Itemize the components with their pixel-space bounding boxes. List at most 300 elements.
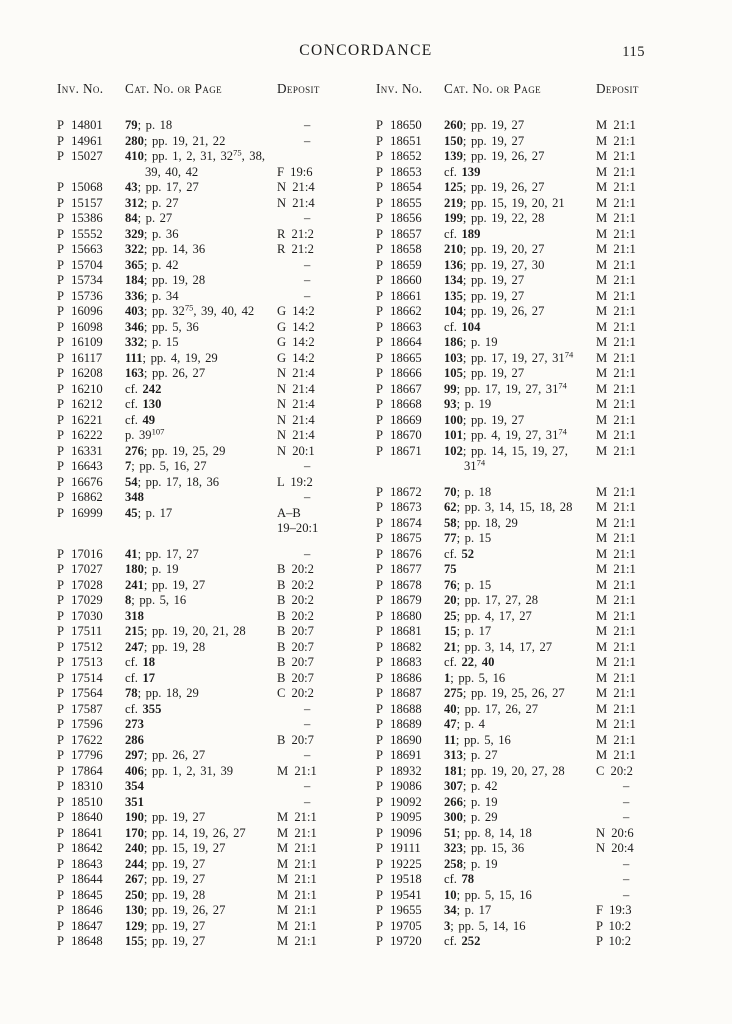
cat-no-cell [125, 180, 277, 196]
inv-no-cell: P 18657 [376, 226, 422, 241]
deposit-line: – [304, 288, 311, 303]
deposit-line: M 21:1 [596, 655, 636, 669]
deposit-cell [277, 795, 341, 811]
deposit-cell [277, 196, 341, 212]
inv-no-cell: P 15734 [57, 273, 103, 287]
cat-no-line: 58; pp. 18, 29 [444, 515, 518, 530]
deposit-line: – [623, 887, 630, 902]
cat-no-cell [125, 733, 277, 749]
cat-no-cell [444, 655, 596, 671]
deposit-line: B 20:7 [277, 732, 314, 747]
cat-no-line: 136; pp. 19, 27, 30 [444, 257, 545, 272]
cat-no-line: 312; p. 27 [125, 195, 179, 210]
cat-no-line: 346; pp. 5, 36 [125, 319, 199, 334]
inv-no-cell: P 18679 [376, 593, 422, 607]
cat-no-line: 93; p. 19 [444, 397, 492, 411]
inv-no-cell: P 19086 [376, 779, 422, 793]
deposit-line: M 21:1 [596, 748, 636, 762]
inv-no-cell: P 19720 [376, 934, 422, 948]
deposit-line: M 21:1 [596, 639, 636, 654]
cat-no-cell [125, 397, 277, 413]
cat-no-line: 336; p. 34 [125, 288, 179, 303]
cat-no-line: 244; pp. 19, 27 [125, 856, 206, 871]
deposit-line: – [623, 779, 630, 793]
table-row [376, 444, 664, 475]
column-header-deposit: Deposit [596, 81, 639, 96]
cat-no-line: 241; pp. 19, 27 [125, 577, 206, 592]
cat-no-line: 297; pp. 26, 27 [125, 748, 206, 762]
table-row [57, 702, 345, 718]
cat-no-line: 273 [125, 717, 144, 731]
inv-no-cell: P 18670 [376, 428, 422, 442]
inv-no-cell: P 16096 [57, 304, 103, 318]
deposit-line: M 21:1 [277, 903, 317, 917]
cat-no-cell [125, 304, 277, 320]
table-row [376, 640, 664, 656]
table-row [376, 258, 664, 274]
cat-no-cell [444, 165, 596, 181]
cat-no-line: cf. 104 [444, 319, 481, 334]
inv-no-cell: P 18660 [376, 273, 422, 287]
deposit-line: N 20:6 [596, 825, 634, 840]
table-row [57, 459, 345, 475]
deposit-line: – [623, 794, 630, 809]
deposit-cell [596, 919, 660, 935]
cat-no-line: 75 [444, 562, 457, 576]
cat-no-line: 307; p. 42 [444, 779, 498, 793]
cat-no-cell [125, 857, 277, 873]
inv-no-cell: P 18664 [376, 335, 422, 349]
table-row [57, 382, 345, 398]
deposit-line: M 21:1 [596, 211, 636, 225]
inv-no-cell: P 15552 [57, 226, 103, 241]
inv-no-cell: P 18673 [376, 500, 422, 514]
deposit-cell [596, 779, 660, 795]
deposit-cell [277, 211, 341, 227]
deposit-line: M 21:1 [596, 732, 636, 747]
inv-no-cell: P 18646 [57, 903, 103, 917]
deposit-cell [277, 903, 341, 919]
deposit-line: R 21:2 [277, 226, 314, 241]
deposit-cell [277, 748, 341, 764]
inv-no-cell: P 18310 [57, 779, 103, 793]
deposit-line: F 19:6 [277, 164, 313, 179]
inv-no-cell: P 15027 [57, 149, 103, 163]
table-row [57, 289, 345, 305]
inv-no-cell: P 16999 [57, 505, 103, 520]
table-row [57, 134, 345, 150]
table-row [57, 578, 345, 594]
table-row [376, 624, 664, 640]
cat-no-cell [444, 444, 596, 475]
table-row [57, 872, 345, 888]
deposit-cell [277, 459, 341, 475]
table-row [57, 903, 345, 919]
cat-no-line: 7; pp. 5, 16, 27 [125, 459, 207, 473]
inv-no-cell: P 17030 [57, 608, 103, 623]
table-left-rows [57, 118, 345, 950]
deposit-line: – [304, 459, 311, 473]
inv-no-cell: P 18669 [376, 412, 422, 427]
cat-no-cell [125, 748, 277, 764]
table-row [376, 320, 664, 336]
cat-no-cell [444, 531, 596, 547]
inv-no-cell: P 18676 [376, 546, 422, 561]
cat-no-line: 406; pp. 1, 2, 31, 39 [125, 763, 234, 778]
column-headers-right [376, 82, 664, 118]
inv-no-cell: P 17016 [57, 546, 103, 561]
table-row [376, 134, 664, 150]
cat-no-line: 99; pp. 17, 19, 27, $31^{74}$ [444, 380, 567, 396]
table-row [57, 273, 345, 289]
cat-no-line: 266; p. 19 [444, 794, 498, 809]
cat-no-cell [444, 258, 596, 274]
inv-no-cell: P 18654 [376, 180, 422, 194]
table-row [57, 304, 345, 320]
deposit-line: M 21:1 [596, 335, 636, 349]
deposit-line: M 21:1 [596, 624, 636, 638]
deposit-line: N 21:4 [277, 397, 315, 411]
table-row [57, 593, 345, 609]
table-row [57, 934, 345, 950]
cat-no-cell [125, 258, 277, 274]
cat-no-line: $31^{74}$ [464, 457, 486, 473]
cat-no-line: 51; pp. 8, 14, 18 [444, 825, 532, 840]
inv-no-cell: P 18690 [376, 732, 422, 747]
deposit-cell [277, 289, 341, 305]
deposit-line: – [304, 546, 311, 561]
cat-no-cell [125, 841, 277, 857]
table-row [376, 857, 664, 873]
cat-no-cell [125, 196, 277, 212]
cat-no-cell [125, 351, 277, 367]
inv-no-cell: P 16643 [57, 459, 103, 473]
table-row [376, 578, 664, 594]
table-row [376, 919, 664, 935]
table-row [57, 242, 345, 258]
inv-no-cell: P 18647 [57, 918, 103, 933]
cat-no-cell [125, 118, 277, 134]
deposit-line: M 21:1 [596, 242, 636, 256]
table-row [376, 304, 664, 320]
table-row [57, 397, 345, 413]
deposit-line: – [623, 810, 630, 824]
inv-no-cell: P 17587 [57, 701, 103, 716]
cat-no-cell [444, 397, 596, 413]
deposit-cell [596, 578, 660, 594]
deposit-cell [596, 397, 660, 413]
cat-no-cell [125, 335, 277, 351]
inv-no-cell: P 16117 [57, 350, 103, 365]
cat-no-cell [444, 779, 596, 795]
inv-no-cell: P 16676 [57, 474, 103, 489]
table-row [57, 351, 345, 367]
inv-no-cell: P 19225 [376, 856, 422, 871]
cat-no-line: 10; pp. 5, 15, 16 [444, 887, 532, 902]
deposit-line: M 21:1 [596, 257, 636, 272]
cat-no-cell [125, 382, 277, 398]
table-row [57, 795, 345, 811]
deposit-cell [277, 764, 341, 780]
deposit-cell [596, 485, 660, 501]
table-row [376, 273, 664, 289]
inv-no-cell: P 17622 [57, 732, 103, 747]
cat-no-line: 20; pp. 17, 27, 28 [444, 593, 539, 607]
cat-no-cell [444, 196, 596, 212]
cat-no-line: 215; pp. 19, 20, 21, 28 [125, 624, 246, 638]
cat-no-cell [444, 919, 596, 935]
cat-no-cell [444, 413, 596, 429]
deposit-cell [596, 547, 660, 563]
cat-no-line: 313; p. 27 [444, 748, 498, 762]
cat-no-line: 354 [125, 779, 144, 793]
deposit-line: M 21:1 [596, 546, 636, 561]
inv-no-cell: P 17027 [57, 562, 103, 576]
inv-no-cell: P 18674 [376, 515, 422, 530]
table-row [376, 764, 664, 780]
inv-no-cell: P 18677 [376, 562, 422, 576]
cat-no-cell [444, 872, 596, 888]
deposit-cell [277, 779, 341, 795]
inv-no-cell: P 18932 [376, 763, 422, 778]
deposit-line: R 21:2 [277, 242, 314, 256]
inv-no-cell: P 18655 [376, 195, 422, 210]
deposit-line: C 20:2 [596, 763, 633, 778]
cat-no-cell [125, 366, 277, 382]
cat-no-cell [125, 702, 277, 718]
cat-no-line: 323; pp. 15, 36 [444, 841, 525, 855]
table-row [376, 366, 664, 382]
deposit-line: M 21:1 [277, 810, 317, 824]
column-header-cat-no: Cat. No. or Page [125, 81, 223, 96]
deposit-cell [277, 609, 341, 625]
deposit-cell [596, 702, 660, 718]
table-row [376, 779, 664, 795]
inv-no-cell: P 16098 [57, 319, 103, 334]
inv-no-cell: P 16331 [57, 443, 103, 458]
cat-no-line: 25; pp. 4, 17, 27 [444, 608, 532, 623]
cat-no-line: cf. 18 [125, 655, 156, 669]
cat-no-cell [444, 485, 596, 501]
deposit-cell [596, 562, 660, 578]
deposit-line: M 21:1 [596, 397, 636, 411]
deposit-line: P 10:2 [596, 934, 632, 948]
deposit-cell [277, 366, 341, 382]
deposit-line: B 20:2 [277, 562, 314, 576]
inv-no-cell: P 15386 [57, 211, 103, 225]
cat-no-cell [125, 459, 277, 475]
inv-no-cell: P 18643 [57, 856, 103, 871]
deposit-line: M 21:1 [596, 350, 636, 365]
cat-no-cell [444, 366, 596, 382]
table-row [376, 516, 664, 532]
cat-no-cell [444, 826, 596, 842]
deposit-cell [277, 702, 341, 718]
cat-no-cell [444, 671, 596, 687]
inv-no-cell: P 18644 [57, 872, 103, 886]
deposit-line: M 21:1 [277, 825, 317, 840]
deposit-line: M 21:1 [596, 428, 636, 442]
table-row [57, 857, 345, 873]
table-row [57, 888, 345, 904]
deposit-cell [277, 593, 341, 609]
deposit-cell [277, 320, 341, 336]
deposit-cell [277, 810, 341, 826]
deposit-cell [277, 733, 341, 749]
table-row [57, 366, 345, 382]
deposit-cell [596, 671, 660, 687]
table-row [57, 841, 345, 857]
deposit-cell [277, 506, 341, 537]
table-row [57, 764, 345, 780]
deposit-line: P 10:2 [596, 918, 632, 933]
table-row [57, 919, 345, 935]
table-row [376, 872, 664, 888]
inv-no-cell: P 14801 [57, 118, 103, 132]
deposit-cell [277, 428, 341, 444]
inv-no-cell: P 18659 [376, 257, 422, 272]
cat-no-cell [125, 134, 277, 150]
deposit-cell [596, 733, 660, 749]
deposit-line: G 14:2 [277, 304, 315, 318]
deposit-line: – [304, 273, 311, 287]
cat-no-line: cf. 78 [444, 872, 475, 886]
deposit-line: – [304, 701, 311, 716]
table-row [57, 196, 345, 212]
deposit-line: – [304, 779, 311, 793]
cat-no-line: 275; pp. 19, 25, 26, 27 [444, 686, 565, 700]
deposit-line: – [304, 794, 311, 809]
deposit-line: M 21:1 [596, 366, 636, 380]
deposit-cell [596, 795, 660, 811]
deposit-line: M 21:1 [596, 288, 636, 303]
table-row [57, 118, 345, 134]
cat-no-line: 62; pp. 3, 14, 15, 18, 28 [444, 500, 573, 514]
inv-no-cell: P 18651 [376, 133, 422, 148]
cat-no-cell [444, 764, 596, 780]
cat-no-line: cf. 130 [125, 397, 162, 411]
cat-no-cell [125, 444, 277, 460]
cat-no-cell [125, 872, 277, 888]
deposit-cell [596, 903, 660, 919]
deposit-line: M 21:1 [596, 319, 636, 334]
inv-no-cell: P 18641 [57, 825, 103, 840]
deposit-cell [277, 547, 341, 563]
deposit-cell [596, 196, 660, 212]
inv-no-cell: P 18650 [376, 118, 422, 132]
deposit-line: M 21:1 [596, 717, 636, 731]
cat-no-line: p. $39^{107}$ [125, 426, 165, 442]
cat-no-line: cf. 189 [444, 226, 481, 241]
deposit-cell [596, 227, 660, 243]
deposit-line: – [304, 490, 311, 504]
deposit-line: M 21:1 [277, 841, 317, 855]
deposit-cell [596, 686, 660, 702]
deposit-cell [277, 134, 341, 150]
cat-no-cell [444, 717, 596, 733]
table-row [57, 640, 345, 656]
cat-no-line: 3; pp. 5, 14, 16 [444, 918, 526, 933]
cat-no-line: 163; pp. 26, 27 [125, 366, 206, 380]
inv-no-cell: P 18668 [376, 397, 422, 411]
cat-no-line: 280; pp. 19, 21, 22 [125, 133, 226, 148]
inv-no-cell: P 16208 [57, 366, 103, 380]
inv-no-cell: P 18688 [376, 701, 422, 716]
cat-no-line: 102; pp. 14, 15, 19, 27, [444, 443, 568, 458]
inv-no-cell: P 14961 [57, 133, 103, 148]
table-row [57, 428, 345, 444]
cat-no-line: 70; p. 18 [444, 484, 492, 499]
cat-no-line: cf. 242 [125, 381, 162, 396]
cat-no-cell [444, 428, 596, 444]
cat-no-line: 403; pp. $32^{75}$, 39, 40, 42 [125, 302, 255, 318]
inv-no-cell: P 17514 [57, 670, 103, 685]
cat-no-cell [444, 640, 596, 656]
inv-no-cell: P 18652 [376, 149, 422, 163]
deposit-cell [277, 671, 341, 687]
cat-no-line: 180; p. 19 [125, 562, 179, 576]
deposit-cell [277, 413, 341, 429]
deposit-line: M 21:1 [596, 515, 636, 530]
inv-no-cell: P 18681 [376, 624, 422, 638]
deposit-cell [596, 320, 660, 336]
inv-no-cell: P 17512 [57, 639, 103, 654]
cat-no-line: 130; pp. 19, 26, 27 [125, 903, 226, 917]
cat-no-cell [125, 578, 277, 594]
cat-no-cell [125, 903, 277, 919]
deposit-cell [596, 841, 660, 857]
cat-no-line: 190; pp. 19, 27 [125, 810, 206, 824]
deposit-line: B 20:7 [277, 670, 314, 685]
deposit-line: G 14:2 [277, 350, 315, 365]
cat-no-line: cf. 252 [444, 934, 481, 948]
table-row [376, 934, 664, 950]
cat-no-line: cf. 17 [125, 670, 156, 685]
deposit-line: M 21:1 [596, 484, 636, 499]
table-row [57, 227, 345, 243]
cat-no-cell [125, 624, 277, 640]
cat-no-line: 125; pp. 19, 26, 27 [444, 180, 545, 194]
cat-no-line: 348 [125, 490, 144, 504]
inv-no-cell: P 18662 [376, 304, 422, 318]
table-row [376, 888, 664, 904]
table-row [376, 335, 664, 351]
deposit-cell [596, 593, 660, 609]
cat-no-line: 39, 40, 42 [145, 164, 199, 179]
deposit-cell [277, 841, 341, 857]
deposit-line: M 21:1 [596, 273, 636, 287]
cat-no-line: 129; pp. 19, 27 [125, 918, 206, 933]
cat-no-line: 410; pp. 1, 2, 31, $32^{75}$, 38, [125, 147, 266, 163]
cat-no-line: 286 [125, 732, 144, 747]
cat-no-cell [444, 733, 596, 749]
table-row [57, 686, 345, 702]
deposit-cell [596, 366, 660, 382]
deposit-cell [596, 500, 660, 516]
cat-no-cell [444, 686, 596, 702]
inv-no-cell: P 18653 [376, 164, 422, 179]
cat-no-line: 104; pp. 19, 26, 27 [444, 304, 545, 318]
table-row [376, 841, 664, 857]
table-row [57, 149, 345, 180]
deposit-line: N 20:4 [596, 841, 634, 855]
inv-no-cell: P 16109 [57, 335, 103, 349]
table-row [376, 547, 664, 563]
table-row [376, 531, 664, 547]
table-row [57, 258, 345, 274]
cat-no-cell [444, 351, 596, 367]
table-row [57, 609, 345, 625]
